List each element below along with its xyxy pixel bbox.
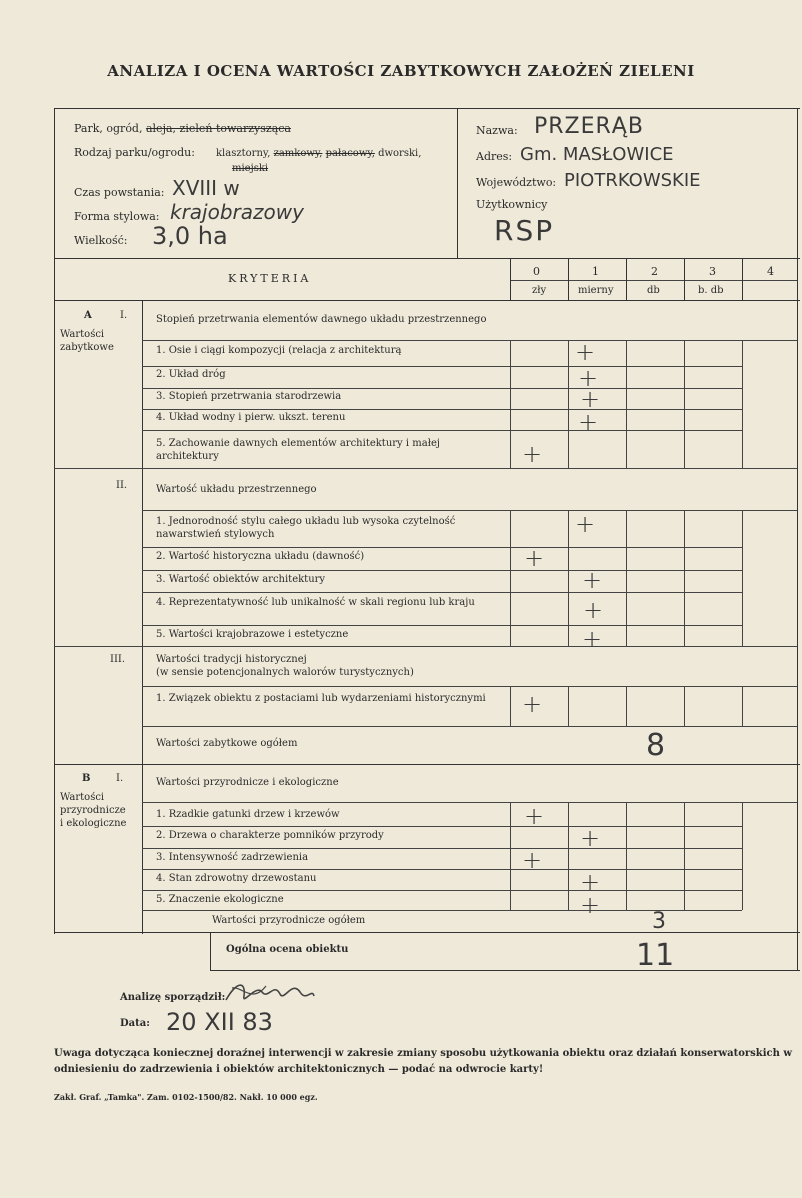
kryteria-label: KRYTERIA [228,272,312,285]
a2-roman: II. [116,480,128,491]
a1-item-3: 3. Stopień przetrwania starodrzewia [156,391,342,402]
score-2-num: 2 [651,265,658,278]
mark-a3-1: + [522,690,543,718]
section-b-roman: I. [116,773,124,784]
nazwa-label: Nazwa: [476,124,518,137]
a3-row-line-1 [142,726,797,727]
b1-item-3: 3. Intensywność zadrzewienia [156,852,309,863]
score-0-label: zły [532,285,547,296]
b1-item-2: 2. Drzewa o charakterze pomników przyrody [156,830,384,841]
a1-row-line-1 [142,366,742,367]
a3-group-title-2: (w sensie potencjonalnych walorów turystycznych) [156,667,414,678]
score-4-num: 4 [767,265,774,278]
category-column-divider [142,300,143,934]
section-a-name: Wartości zabytkowe [60,329,114,353]
section-b-name: Wartości przyrodnicze i ekologiczne [60,792,127,829]
wielkosc-value: 3,0 ha [152,222,228,250]
b1-col-0 [510,802,511,910]
analiza-label: Analizę sporządził: [120,992,226,1003]
a3-col-4 [742,686,743,726]
rodzaj-miejski: miejski [232,163,269,174]
a-total-label: Wartości zabytkowe ogółem [156,738,298,749]
a1-row-line-4 [142,430,742,431]
score-col-line-0 [510,258,511,300]
a1-item-5: 5. Zachowanie dawnych elementów architektury i małej architektury [156,438,440,462]
forma-label: Forma stylowa: [74,210,160,223]
form-title: ANALIZA I OCENA WARTOŚCI ZABYTKOWYCH ZAŁOŻEŃ ZIELENI [107,62,695,80]
a1-item-2: 2. Układ dróg [156,369,226,380]
a1-group-bottom [142,340,797,341]
rodzaj-label: Rodzaj parku/ogrodu: [74,146,195,159]
mark-a2-5: + [582,625,603,653]
notice-text: Uwaga dotycząca koniecznej doraźnej interwencji w zakresie zmiany sposobu użytkowania obiektu oraz działań konserwatorskich w odniesieniu do zadrzewienia i obiektów architektonicznych — podać na odwrocie karty! [54,1048,792,1075]
score-0-num: 0 [533,265,540,278]
mark-a1-2: + [578,364,599,392]
a2-col-3 [684,510,685,646]
a1-col-4 [742,340,743,468]
a2-row-line-1 [142,547,742,548]
a-total-value: 8 [646,728,666,763]
overall-box-right [797,932,798,970]
b1-group-bottom [142,802,797,803]
a3-group-title-1: Wartości tradycji historycznej [156,654,307,665]
adres-label: Adres: [476,150,513,163]
wojewodztwo-label: Województwo: [476,176,557,189]
mark-a2-3: + [582,566,603,594]
a2-col-4 [742,510,743,646]
a2-group-title: Wartość układu przestrzennego [156,484,317,495]
a2-item-1: 1. Jednorodność stylu całego układu lub wysoka czytelność nawarstwień stylowych [156,516,456,540]
a2-col-0 [510,510,511,646]
forma-value: krajobrazowy [170,200,304,224]
a1-group-title: Stopień przetrwania elementów dawnego układu przestrzennego [156,314,487,325]
b1-row-line-2 [142,848,742,849]
score-col-line-3 [684,258,685,300]
a3-col-3 [684,686,685,726]
section-b-bottom [54,932,800,933]
mark-a1-1: + [575,338,596,366]
uzytkownicy-label: Użytkownicy [476,198,548,211]
overall-value: 11 [636,938,675,973]
score-col-line-4 [742,258,743,300]
a1-col-0 [510,340,511,468]
data-label: Data: [120,1018,150,1029]
overall-label: Ogólna ocena obiektu [226,944,349,955]
a1-row-line-5 [54,468,797,469]
table-left-border [54,108,55,934]
b1-item-5: 5. Znaczenie ekologiczne [156,894,284,905]
rodzaj-zamkowy: zamkowy, [273,148,323,159]
section-a-roman: I. [120,310,128,321]
park-line [74,122,291,135]
a1-col-3 [684,340,685,468]
b1-col-4 [742,802,743,910]
score-3-label: b. db [698,285,724,296]
rodzaj-palacowy: pałacowy, [325,148,375,159]
a2-item-2: 2. Wartość historyczna układu (dawność) [156,551,365,562]
a2-row-line-2 [142,570,742,571]
mark-b1-5: + [580,891,601,919]
park-ogrod: ogród, [106,122,143,135]
a3-item-1: 1. Związek obiektu z postaciami lub wydarzeniami historycznymi [156,693,486,704]
a2-row-line-5 [54,646,797,647]
section-a-letter: A [84,310,92,321]
czas-label: Czas powstania: [74,186,165,199]
score-1-num: 1 [592,265,599,278]
a1-col-1 [568,340,569,468]
a2-row-line-4 [142,625,742,626]
section-a-bottom [54,764,800,765]
overall-box-left [210,932,211,970]
score-col-line-2 [626,258,627,300]
print-footer: Zakł. Graf. „Tamka". Zam. 0102-1500/82. Nakł. 10 000 egz. [54,1092,318,1102]
a1-row-line-3 [142,409,742,410]
nazwa-value: PRZERĄB [534,114,644,139]
a2-item-3: 3. Wartość obiektów architektury [156,574,326,585]
signature-mark [222,974,318,1012]
score-header-divider [510,280,797,281]
score-2-label: db [647,285,660,296]
b1-row-line-4 [142,890,742,891]
a3-col-1 [568,686,569,726]
a3-col-0 [510,686,511,726]
b1-col-2 [626,802,627,910]
table-right-border [797,108,798,934]
mark-a1-3: + [580,385,601,413]
b1-item-4: 4. Stan zdrowotny drzewostanu [156,873,317,884]
data-value: 20 XII 83 [166,1008,273,1036]
b1-col-3 [684,802,685,910]
mark-a2-4: + [583,596,604,624]
a2-item-4: 4. Reprezentatywność lub unikalność w skali regionu lub kraju [156,597,475,608]
mark-a2-2: + [524,544,545,572]
park-prefix: Park, [74,122,103,135]
score-col-line-1 [568,258,569,300]
a1-col-2 [626,340,627,468]
rodzaj-dworski: dworski, [378,148,422,159]
a1-item-4: 4. Układ wodny i pierw. ukszt. terenu [156,412,346,423]
wielkosc-label: Wielkość: [74,234,128,247]
b-total-value: 3 [652,909,666,934]
b1-item-1: 1. Rzadkie gatunki drzew i krzewów [156,809,340,820]
uzytkownicy-value: RSP [494,214,555,247]
b1-col-1 [568,802,569,910]
mark-a2-1: + [575,510,596,538]
a1-row-line-2 [142,388,742,389]
header-top-border [54,108,800,109]
a3-col-2 [626,686,627,726]
mark-b1-1: + [524,802,545,830]
a2-group-bottom [142,510,797,511]
b1-row-line-1 [142,826,742,827]
section-b-letter: B [82,773,91,784]
score-1-label: mierny [578,285,614,296]
park-struck-options: aleja, zieleń towarzysząca [145,122,291,135]
rodzaj-options [216,148,421,159]
mark-b1-3: + [522,846,543,874]
b-total-label: Wartości przyrodnicze ogółem [212,915,366,926]
a2-col-2 [626,510,627,646]
header-divider [457,108,458,258]
b1-group-title: Wartości przyrodnicze i ekologiczne [156,777,339,788]
a1-item-1: 1. Osie i ciągi kompozycji (relacja z architekturą [156,345,402,356]
a2-row-line-3 [142,592,742,593]
overall-box-bottom [210,970,800,971]
b1-row-line-3 [142,869,742,870]
header-bottom-border [54,258,800,259]
a2-col-1 [568,510,569,646]
adres-value: Gm. MASŁOWICE [520,144,674,165]
a3-roman: III. [110,654,126,665]
rodzaj-klasztorny: klasztorny, [216,148,271,159]
czas-value: XVIII w [172,176,240,200]
mark-a1-4: + [578,408,599,436]
criteria-header-bottom [54,300,800,301]
a2-item-5: 5. Wartości krajobrazowe i estetyczne [156,629,349,640]
mark-b1-2: + [580,824,601,852]
mark-b1-4: + [580,868,601,896]
wojewodztwo-value: PIOTRKOWSKIE [564,170,701,191]
mark-a1-5: + [522,440,543,468]
score-3-num: 3 [709,265,716,278]
a3-group-bottom [142,686,797,687]
